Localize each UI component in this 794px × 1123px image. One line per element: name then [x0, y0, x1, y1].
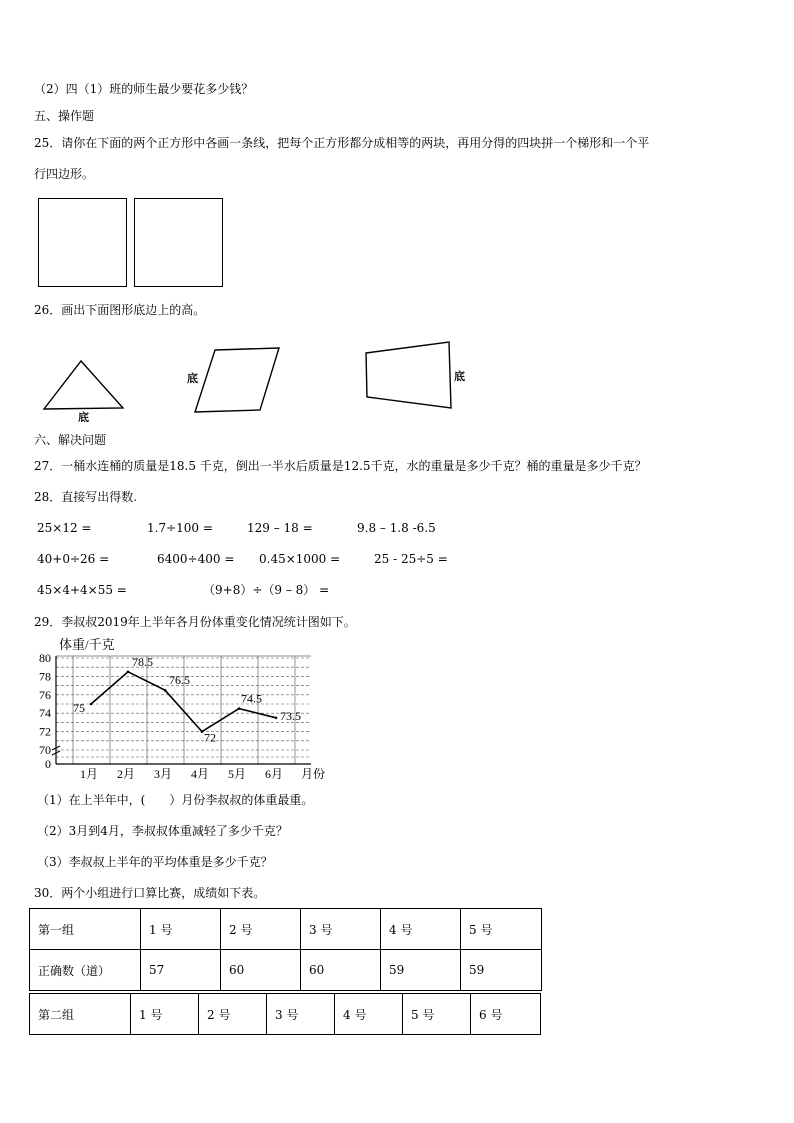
x-tick-label: 2月 [116, 767, 136, 781]
q29-sub2: （2）3月到4月，李叔叔体重减轻了多少千克？ [37, 824, 288, 838]
parallelogram-base-label: 底 [187, 373, 198, 385]
triangle-shape [44, 361, 123, 409]
table-cell: 2 号 [199, 994, 267, 1035]
table-cell: 3 号 [301, 909, 381, 950]
data-label: 76.5 [169, 673, 190, 688]
calc-item: 25×12 = [37, 521, 92, 535]
q25-text-line1: 25．请你在下面的两个正方形中各画一条线，把每个正方形都分成相等的两块，再用分得的四块拼一个梯形和一个平 [34, 136, 650, 150]
y-tick-label: 80 [39, 651, 51, 665]
x-tick-label: 1月 [79, 767, 99, 781]
table-cell: 59 [461, 950, 542, 991]
calc-item: 9.8 – 1.8 -6.5 [357, 521, 436, 535]
table-cell: 4 号 [381, 909, 461, 950]
y-tick-label: 76 [39, 687, 51, 702]
data-label: 75 [73, 701, 85, 715]
calc-item: 129 – 18 = [247, 521, 313, 535]
parallelogram-shape [195, 348, 279, 412]
data-point [238, 707, 241, 710]
data-point [127, 671, 130, 674]
calc-item: 6400÷400 = [157, 552, 235, 566]
x-tick-label: 5月 [227, 767, 247, 781]
q27-text: 27．一桶水连桶的质量是18.5 千克，倒出一半水后质量是12.5千克，水的重量是多少千克？桶的重量是多少千克？ [34, 459, 647, 473]
data-point [275, 717, 278, 720]
table-row [30, 994, 541, 1035]
x-axis-title: 月份 [301, 767, 326, 781]
trapezoid-base-label: 底 [454, 371, 465, 383]
table-cell: 3 号 [267, 994, 335, 1035]
triangle-base-label: 底 [78, 412, 89, 422]
data-label: 73.5 [280, 708, 301, 723]
data-label: 72 [204, 730, 216, 745]
data-point [90, 703, 93, 706]
calc-item: 25 - 25÷5 = [374, 552, 448, 566]
table-row [30, 950, 542, 991]
table-cell: 第一组 [30, 909, 141, 950]
table-cell: 60 [221, 950, 301, 991]
data-point [164, 689, 167, 692]
calc-item: （9+8）÷（9 – 8） = [203, 583, 330, 597]
x-tick-label: 3月 [153, 767, 173, 781]
table-cell: 1 号 [131, 994, 199, 1035]
square-left [38, 198, 127, 287]
table-cell: 59 [381, 950, 461, 991]
q30-text: 30．两个小组进行口算比赛，成绩如下表。 [34, 886, 266, 900]
data-point [201, 730, 204, 733]
q28-text: 28．直接写出得数. [34, 490, 138, 504]
q26-shapes [30, 338, 490, 422]
x-tick-label: 4月 [190, 767, 210, 781]
x-tick-label: 6月 [264, 767, 284, 781]
table-cell: 1 号 [141, 909, 221, 950]
table-cell: 4 号 [335, 994, 403, 1035]
trapezoid-shape [366, 342, 451, 408]
table-cell: 正确数（道） [30, 950, 141, 991]
calc-item: 40+0÷26 = [37, 552, 110, 566]
score-table-group1 [29, 908, 542, 991]
table-cell: 5 号 [403, 994, 471, 1035]
y-tick-label: 0 [45, 757, 51, 771]
table-row [30, 909, 542, 950]
q29-sub1: （1）在上半年中，( ）月份李叔叔的体重最重。 [37, 793, 314, 807]
table-cell: 第二组 [30, 994, 131, 1035]
calc-item: 45×4+4×55 = [37, 583, 127, 597]
table-cell: 6 号 [471, 994, 541, 1035]
weight-line-chart [30, 635, 340, 785]
data-label: 78.5 [132, 654, 153, 669]
table-cell: 5 号 [461, 909, 542, 950]
y-tick-label: 70 [39, 743, 51, 757]
y-tick-label: 72 [39, 724, 51, 739]
table-cell: 2 号 [221, 909, 301, 950]
square-right [134, 198, 223, 287]
q24-sub2: （2）四（1）班的师生最少要花多少钱？ [34, 82, 254, 96]
q25-text-line2: 行四边形。 [34, 167, 95, 181]
calc-item: 1.7÷100 = [147, 521, 213, 535]
y-tick-label: 74 [39, 706, 51, 721]
section-5-heading: 五、操作题 [34, 109, 95, 123]
y-axis-title: 体重/千克 [59, 637, 115, 652]
data-label: 74.5 [241, 691, 262, 706]
table-cell: 57 [141, 950, 221, 991]
section-6-heading: 六、解决问题 [34, 433, 107, 447]
score-table-group2 [29, 993, 541, 1035]
table-cell: 60 [301, 950, 381, 991]
q29-text: 29．李叔叔2019年上半年各月份体重变化情况统计图如下。 [34, 615, 356, 629]
calc-item: 0.45×1000 = [259, 552, 341, 566]
q26-text: 26．画出下面图形底边上的高。 [34, 303, 206, 317]
y-tick-label: 78 [39, 669, 51, 684]
q29-sub3: （3）李叔叔上半年的平均体重是多少千克？ [37, 855, 273, 869]
